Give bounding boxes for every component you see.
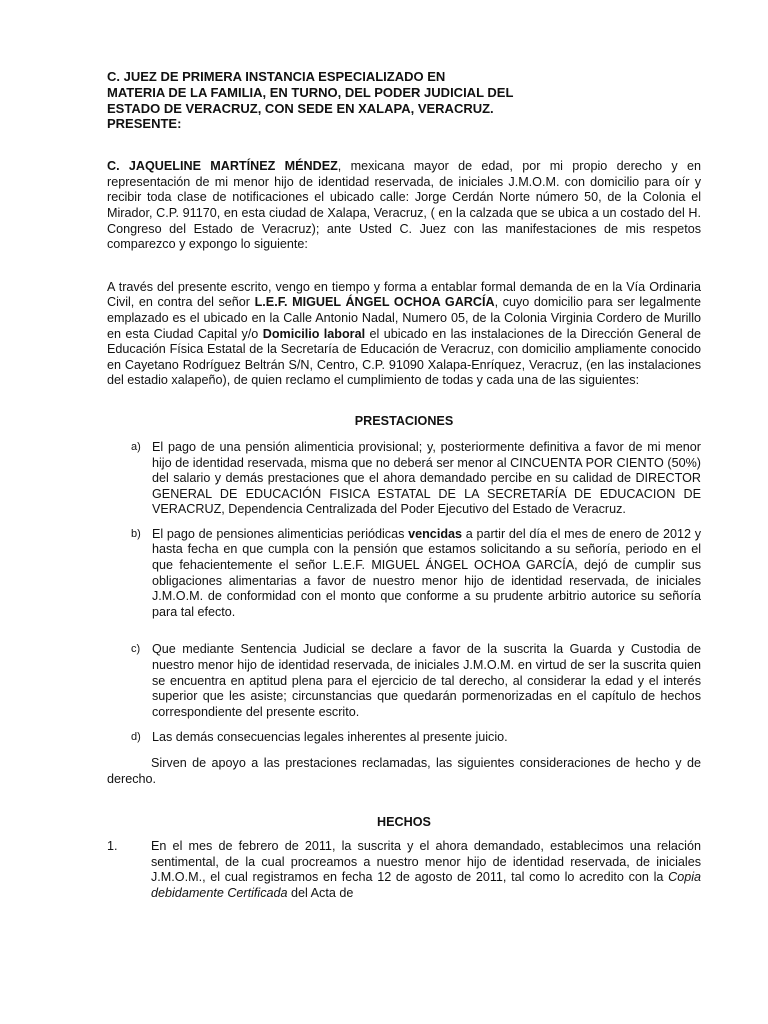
copia-certificada-emphasis: Copia debidamente Certificada [151,870,701,900]
vencidas-emphasis: vencidas [408,526,463,541]
addressee-line: ESTADO DE VERACRUZ, CON SEDE EN XALAPA, VERACRUZ. [107,100,494,116]
addressee-block [107,69,701,132]
item-marker: 1. [107,839,118,854]
plaintiff-name: C. JAQUELINE MARTÍNEZ MÉNDEZ [107,159,338,174]
item-text-2: a partir del día el mes de enero de 2012 y hasta fecha en que cumpla con la pensión que estamos solicitando a su señoría, periodo en el que fehacientemente el señor L.E.F. MIGUEL ÁNGEL OCHOA GARCÍA, dejó de cumplir sus obligaciones alimentarias a favor de nuestro menor hijo de identidad reservada, de iniciales J.M.O.M. de conformidad con el monto que conforme a su prudente arbitrio autorice su señoría para tal efecto. [152,526,701,619]
prestacion-item-b [107,527,701,621]
prestacion-item-c [107,642,701,720]
prestaciones-heading: PRESTACIONES [354,413,454,428]
defendant-name: L.E.F. MIGUEL ÁNGEL OCHOA GARCÍA [254,295,495,310]
addressee-line: MATERIA DE LA FAMILIA, EN TURNO, DEL PODER JUDICIAL DEL [107,84,514,100]
item-text: El pago de una pensión alimenticia provisional; y, posteriormente definitiva a favor de mi menor hijo de identidad reservada, misma que no deberá ser menor al CINCUENTA POR CIENTO (50%) del salario y demás prestaciones que el ahora demandado percibe en su calidad de DIRECTOR GENERAL DE EDUCACIÓN FISICA ESTATAL DE LA SECRETARÍA DE EDUCACION DE VERACRUZ, Dependencia Centralizada del Poder Ejecutivo del Estado de Veracruz. [152,439,701,517]
item-marker: c) [131,643,141,656]
item-marker: b) [131,527,141,540]
intro-text: , mexicana mayor de edad, por mi propio derecho y en representación de mi menor hijo de identidad reservada, de iniciales J.M.O.M. con domicilio para oír y recibir toda clase de notificaciones el ubicado calle: Jorge Cerdán Norte número 50, de la Colonia el Mirador, C.P. 91170, en esta ciudad de Xalapa, Veracruz, ( en la calzada que se ubica a un costado del H. Congreso del Estado de Veracruz); ante Usted C. Juez con las manifestaciones de mis respetos comparezco y expongo lo siguiente: [107,159,701,252]
closing-paragraph: Sirven de apoyo a las prestaciones reclamadas, las siguientes consideraciones de hecho y de derecho. [107,756,701,786]
item-text [151,839,701,901]
item-marker: a) [131,440,141,453]
demand-text-2: , cuyo domicilio para ser legalmente emplazado es el ubicado en la Calle Antonio Nadal, Numero 05, de la Colonia Virginia Cordero de Murillo en esta Ciudad Capital y/o [107,295,701,341]
item-text: Que mediante Sentencia Judicial se declare a favor de la suscrita la Guarda y Custodia de nuestro menor hijo de identidad reservada, de iniciales J.M.O.M. en virtud de ser la suscrita quien se encuentra en aptitud plena para el ejercicio de tal derecho, al considerar la edad y el interés superior que les asiste; circunstancias que quedarán pormenorizadas en el capítulo de hechos correspondiente del presente escrito. [152,642,701,719]
demand-text-1: A través del presente escrito, vengo en tiempo y forma a entablar formal demanda de en la Vía Ordinaria Civil, en contra del señor [107,279,701,310]
item-text-2: del Acta de [287,885,354,900]
hecho-item-1 [107,839,701,901]
addressee-line: C. JUEZ DE PRIMERA INSTANCIA ESPECIALIZADO EN [107,69,446,84]
item-text-1: El pago de pensiones alimenticias periódicas [152,526,409,541]
item-text [152,527,701,621]
prestacion-item-a [107,440,701,518]
demand-text-3: el ubicado en las instalaciones de la Dirección General de Educación Física Estatal de la Secretaría de Educación de Veracruz, con domicilio ampliamente conocido en Cayetano Rodríguez Beltrán S/N, Centro, C.P. 91090 Xalapa-Enríquez, Veracruz, (en las instalaciones del estadio xalapeño), de quien reclamo el cumplimiento de todas y cada una de las siguientes: [107,326,702,388]
item-marker: d) [131,731,141,744]
hechos-heading: HECHOS [377,815,431,830]
addressee-line: PRESENTE: [107,116,182,132]
document-body [107,69,701,902]
item-text: Las demás consecuencias legales inherentes al presente juicio. [152,730,508,745]
intro-paragraph [107,159,701,253]
domicilio-laboral-label: Domicilio laboral [262,326,366,341]
prestacion-item-d [107,730,701,746]
demand-paragraph [107,280,701,389]
item-text-1: En el mes de febrero de 2011, la suscrita y el ahora demandado, establecimos una relación sentimental, de la cual procreamos a nuestro menor hijo de identidad reservada, de iniciales J.M.O.M., el cual registramos en fecha 12 de agosto de 2011, tal como lo acredito con la [151,839,701,885]
